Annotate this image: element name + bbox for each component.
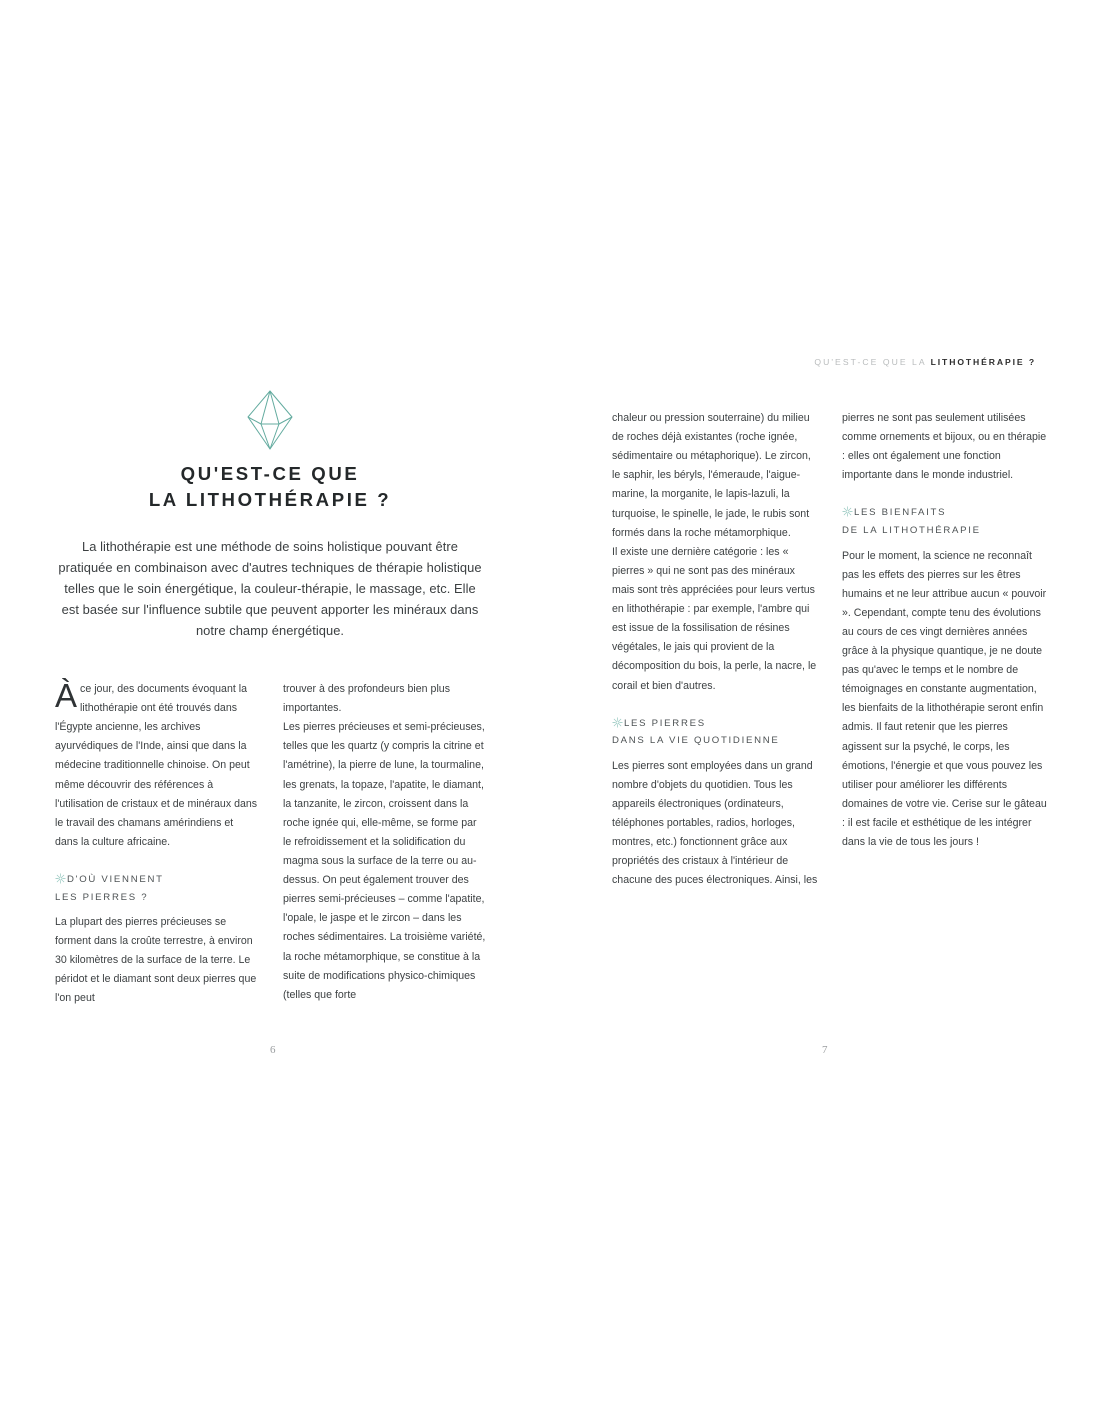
- running-head-emphasis: LITHOTHÉRAPIE ?: [930, 357, 1036, 367]
- subhead-dou-viennent-les-pierres: [55, 872, 258, 905]
- right-column-1: [612, 409, 818, 890]
- right-column-2: [842, 409, 1048, 890]
- right-column-2-paragraph-2: Pour le moment, la science ne reconnaît pas les effets des pierres sur les êtres humains et ne leur attribue aucun « pouvoir ». Cependant, compte tenu des évolutions au cours de ces vingt dernières années grâce à la physique quantique, je ne doute pas qu'avec le temps et le nombre de témoignages en constante augmentation, les bienfaits de la lithothérapie seront enfin admis. Il faut retenir que les pierres agissent sur la psyché, le corps, les émotions, l'énergie et que vous pouvez les utiliser pour améliorer les différents domaines de votre vie. Cerise sur le gâteau : il est facile et esthétique de les intégrer dans la vie de tous les jours !: [842, 549, 1047, 849]
- chapter-title-line-1: QU'EST-CE QUE: [180, 463, 360, 484]
- sunburst-ornament-icon: [55, 873, 66, 890]
- sunburst-ornament-icon: [842, 506, 853, 523]
- subhead-line-2: DANS LA VIE QUOTIDIENNE: [612, 735, 780, 747]
- left-page-body-columns: [55, 677, 487, 1009]
- left-column-2: [283, 680, 487, 1009]
- subhead-line-1: LES PIERRES: [624, 717, 706, 729]
- page-title: [55, 461, 485, 514]
- subhead-line-2: DE LA LITHOTHÉRAPIE: [842, 524, 981, 536]
- subhead-les-bienfaits-de-la-lithotherapie: [842, 505, 1048, 538]
- running-head-prefix: QU'EST-CE QUE LA: [814, 357, 931, 367]
- subhead-line-1: LES BIENFAITS: [854, 507, 947, 519]
- subhead-les-pierres-dans-la-vie-quotidienne: [612, 716, 818, 749]
- right-column-1-paragraph-3: Les pierres sont employées dans un grand nombre d'objets du quotidien. Tous les appareils électroniques (ordinateurs, téléphones portables, radios, horloges, montres, etc.) fonctionnent grâce aux propriétés des cristaux à l'intérieur de chacune des puces électroniques. Ainsi, les: [612, 759, 818, 887]
- left-page-header-block: [55, 390, 485, 641]
- right-column-2-paragraph-1: pierres ne sont pas seulement utilisées comme ornements et bijoux, ou en thérapie : elles ont également une fonction importante dans le monde industriel.: [842, 412, 1047, 482]
- sunburst-ornament-icon: [612, 717, 623, 734]
- subhead-line-1: D'OÙ VIENNENT: [67, 873, 164, 885]
- page-number-right: 7: [822, 1044, 828, 1056]
- opening-paragraph: [55, 677, 258, 852]
- standfirst-paragraph: La lithothérapie est une méthode de soins holistique pouvant être pratiquée en combinaison avec d'autres techniques de thérapie holistique telles que le soin énergétique, la couleur-thérapie, le massage, etc. Elle est basée sur l'influence subtile que peuvent apporter les minéraux dans notre champ énergétique.: [58, 538, 482, 638]
- column-2-paragraph-2: Les pierres précieuses et semi-précieuses, telles que les quartz (y compris la citrine et l'amétrine), la pierre de lune, la tourmaline, les grenats, la topaze, l'apatite, le diamant, la tanzanite, le zircon, croissent dans la roche ignée qui, elle-même, se forme par le refroidissement et la solidification du magma sous la surface de la terre ou au-dessus. On peut également trouver des pierres semi-précieuses – comme l'apatite, l'opale, le jaspe et le zircon – dans les roches sédimentaires. La troisième variété, la roche métamorphique, se constitue à la suite de modifications physico-chimiques (telles que forte: [283, 721, 486, 1001]
- left-column-1: [55, 677, 258, 1009]
- opening-paragraph-text: ce jour, des documents évoquant la lithothérapie ont été trouvés dans l'Égypte ancienne, les archives ayurvédiques de l'Inde, ainsi que dans la médecine traditionnelle chinoise. On peut même découvrir des références à l'utilisation de cristaux et de minéraux dans le travail des chamans amérindiens et dans la culture africaine.: [55, 683, 258, 848]
- page-number-left: 6: [270, 1044, 276, 1056]
- drop-cap: À: [55, 677, 78, 714]
- right-page-body-columns: [612, 409, 1048, 890]
- running-head: [814, 357, 1036, 367]
- column-1-paragraph-2: La plupart des pierres précieuses se forment dans la croûte terrestre, à environ 30 kilomètres de la surface de la terre. Le péridot et le diamant sont deux pierres que l'on peut: [55, 916, 257, 1005]
- right-column-1-paragraph-1: chaleur ou pression souterraine) du milieu de roches déjà existantes (roche ignée, sédimentaire ou métaphorique). Le zircon, le saphir, les béryls, l'émeraude, l'aigue-marine, la morganite, le lapis-lazuli, la turquoise, le spinelle, le jade, le rubis sont formés dans la roche métamorphique.: [612, 412, 811, 539]
- subhead-line-2: LES PIERRES ?: [55, 891, 149, 903]
- right-column-1-paragraph-2: Il existe une dernière catégorie : les « pierres » qui ne sont pas des minéraux mais sont très appréciées pour leurs vertus en lithothérapie : par exemple, l'ambre qui est issue de la fossilisation de résines végétales, le jais qui provient de la décomposition du bois, la perle, la nacre, le corail et bien d'autres.: [612, 545, 817, 692]
- crystal-gem-icon: [55, 390, 485, 452]
- chapter-title-line-2: LA LITHOTHÉRAPIE ?: [148, 489, 392, 511]
- column-2-paragraph-1: trouver à des profondeurs bien plus importantes.: [283, 683, 451, 715]
